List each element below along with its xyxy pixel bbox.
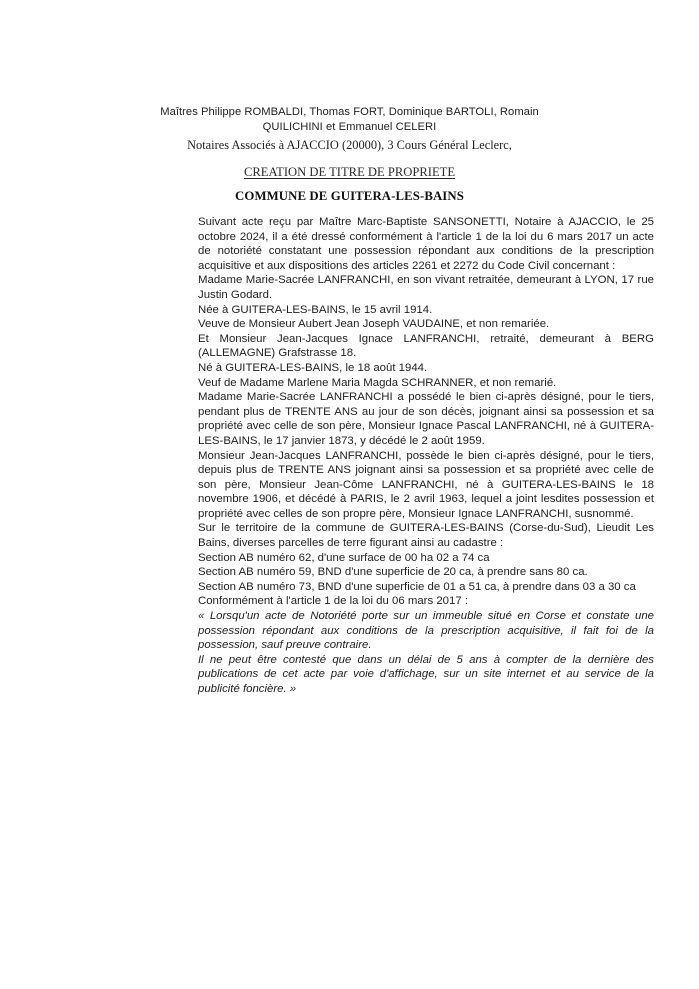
commune-heading: COMMUNE DE GUITERA-LES-BAINS xyxy=(235,189,464,203)
paragraph-possession-person2: Monsieur Jean-Jacques LANFRANCHI, possède le bien ci-après désigné, pour le tiers, depuis plus de TRENTE ANS joignant ainsi sa possession et sa propriété avec celle de son père, Monsieur Jean-Côme LANFRANCHI, né à GUITERA-LES-BAINS le 18 novembre 1906, et décédé à PARIS, le 2 avril 1963, lequel a joint lesdites possession et propriété avec celles de son propre père, Monsieur Ignace LANFRANCHI, susnommé. xyxy=(198,449,654,520)
paragraph-person2-birth: Né à GUITERA-LES-BAINS, le 18 août 1944. xyxy=(198,361,428,374)
document-title-text: CREATION DE TITRE DE PROPRIETE xyxy=(243,165,456,179)
paragraph-law-quote-1: « Lorsqu'un acte de Notoriété porte sur un immeuble situé en Corse et constate une possession répondant aux conditions de la prescription acquisitive, il fait foi de la possession, sauf preuve contraire. xyxy=(198,610,654,652)
paragraph-intro: Suivant acte reçu par Maître Marc-Baptiste SANSONETTI, Notaire à AJACCIO, le 25 octobre 2024, il a été dressé conformément à l'article 1 de la loi du 6 mars 2017 un acte de notoriété constatant une possession répondant aux conditions de la prescription acquisitive et aux dispositions des articles 2261 et 2272 du Code Civil concernant : xyxy=(198,216,654,272)
parcel-line: Section AB numéro 62, d'une surface de 00 ha 02 a 74 ca xyxy=(198,551,490,564)
paragraph-person1-identity: Madame Marie-Sacrée LANFRANCHI, en son vivant retraitée, demeurant à LYON, 17 rue Justin Godard. xyxy=(198,274,654,301)
paragraph-property-location: Sur le territoire de la commune de GUITERA-LES-BAINS (Corse-du-Sud), Lieudit Les Bains, diverses parcelles de terre figurant ainsi au cadastre : xyxy=(198,522,654,550)
paragraph-person2-identity: Et Monsieur Jean-Jacques Ignace LANFRANCHI, retraité, demeurant à BERG (ALLEMAGNE) Grafstrasse 18. xyxy=(198,332,654,360)
paragraph-law-quote-2: Il ne peut être contesté que dans un délai de 5 ans à compter de la dernière des publications de cet acte par voie d'affichage, sur un site internet et au service de la publicité foncière. » xyxy=(198,653,654,695)
letterhead-address: Notaires Associés à AJACCIO (20000), 3 Cours Général Leclerc, xyxy=(187,138,512,152)
parcel-line: Section AB numéro 59, BND d'une superficie de 20 ca, à prendre sans 80 ca. xyxy=(198,566,588,579)
paragraph-possession-person1: Madame Marie-Sacrée LANFRANCHI a possédé le bien ci-après désigné, pour le tiers, pendant plus de TRENTE ANS au jour de son décès, joignant ainsi sa possession et sa propriété avec celle de son père, Monsieur Ignace Pascal LANFRANCHI, né à GUITERA-LES-BAINS, le 17 janvier 1873, y décédé le 2 août 1959. xyxy=(198,391,654,447)
letterhead-notaries-line-2: QUILICHINI et Emmanuel CELERI xyxy=(262,121,437,133)
document-title xyxy=(0,164,699,180)
letterhead-notaries-line-1: Maîtres Philippe ROMBALDI, Thomas FORT, Dominique BARTOLI, Romain xyxy=(160,106,539,118)
paragraph-person2-status: Veuf de Madame Marlene Maria Magda SCHRANNER, et non remarié. xyxy=(198,376,557,389)
paragraph-person1-birth: Née à GUITERA-LES-BAINS, le 15 avril 1914. xyxy=(198,303,433,316)
paragraph-person1-status: Veuve de Monsieur Aubert Jean Joseph VAUDAINE, et non remariée. xyxy=(198,318,550,331)
document-body xyxy=(198,215,654,697)
paragraph-conformity: Conformément à l'article 1 de la loi du 06 mars 2017 : xyxy=(198,595,468,608)
parcel-line: Section AB numéro 73, BND d'une superficie de 01 a 51 ca, à prendre dans 03 a 30 ca xyxy=(198,580,636,593)
letterhead xyxy=(0,105,699,154)
